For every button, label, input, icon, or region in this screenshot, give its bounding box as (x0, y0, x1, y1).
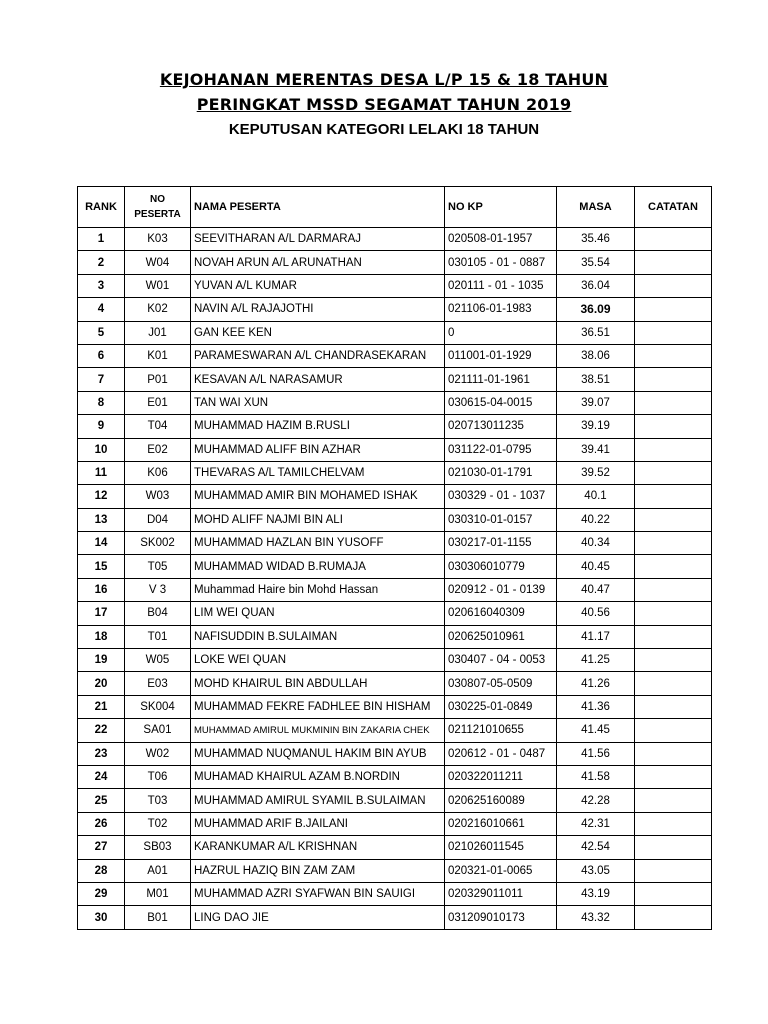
no-peserta-cell: T01 (125, 625, 191, 648)
masa-cell: 40.47 (557, 578, 635, 601)
catatan-cell (635, 321, 712, 344)
table-body (78, 228, 712, 930)
masa-cell: 35.54 (557, 251, 635, 274)
table-row (78, 461, 712, 484)
rank-cell: 10 (78, 438, 125, 461)
rank-cell: 13 (78, 508, 125, 531)
no-peserta-cell: W05 (125, 649, 191, 672)
no-kp-cell: 030105 - 01 - 0887 (445, 251, 557, 274)
table-row (78, 719, 712, 742)
catatan-cell (635, 625, 712, 648)
catatan-cell (635, 391, 712, 414)
nama-peserta-cell: KESAVAN A/L NARASAMUR (191, 368, 445, 391)
catatan-cell (635, 602, 712, 625)
nama-peserta-cell: LOKE WEI QUAN (191, 649, 445, 672)
masa-cell: 40.1 (557, 485, 635, 508)
no-kp-cell: 020111 - 01 - 1035 (445, 274, 557, 297)
no-kp-cell: 031209010173 (445, 906, 557, 929)
catatan-cell (635, 672, 712, 695)
no-kp-cell: 030329 - 01 - 1037 (445, 485, 557, 508)
table-row (78, 836, 712, 859)
rank-cell: 21 (78, 695, 125, 718)
rank-cell: 16 (78, 578, 125, 601)
masa-cell: 39.07 (557, 391, 635, 414)
catatan-cell (635, 368, 712, 391)
catatan-cell (635, 859, 712, 882)
nama-peserta-cell: MUHAMMAD ARIF B.JAILANI (191, 812, 445, 835)
catatan-cell (635, 508, 712, 531)
masa-cell: 39.52 (557, 461, 635, 484)
catatan-cell (635, 485, 712, 508)
no-peserta-cell: T04 (125, 415, 191, 438)
nama-peserta-cell: NAVIN A/L RAJAJOTHI (191, 298, 445, 321)
catatan-cell (635, 695, 712, 718)
masa-cell: 40.56 (557, 602, 635, 625)
no-peserta-cell: K06 (125, 461, 191, 484)
table-row (78, 578, 712, 601)
table-row (78, 228, 712, 251)
rank-cell: 18 (78, 625, 125, 648)
catatan-cell (635, 882, 712, 905)
table-row (78, 298, 712, 321)
masa-cell: 36.09 (557, 298, 635, 321)
no-peserta-cell: V 3 (125, 578, 191, 601)
header-no-kp: NO KP (445, 187, 557, 228)
nama-peserta-cell: MOHD ALIFF NAJMI BIN ALI (191, 508, 445, 531)
no-peserta-cell: P01 (125, 368, 191, 391)
no-peserta-cell: J01 (125, 321, 191, 344)
rank-cell: 1 (78, 228, 125, 251)
table-row (78, 532, 712, 555)
table-row (78, 672, 712, 695)
masa-cell: 41.58 (557, 765, 635, 788)
rank-cell: 3 (78, 274, 125, 297)
catatan-cell (635, 251, 712, 274)
catatan-cell (635, 438, 712, 461)
nama-peserta-cell: PARAMESWARAN A/L CHANDRASEKARAN (191, 344, 445, 367)
no-peserta-cell: M01 (125, 882, 191, 905)
table-row (78, 695, 712, 718)
document-title: KEJOHANAN MERENTAS DESA L/P 15 & 18 TAHUN (159, 70, 609, 89)
no-kp-cell: 020508-01-1957 (445, 228, 557, 251)
rank-cell: 15 (78, 555, 125, 578)
no-peserta-cell: E01 (125, 391, 191, 414)
no-kp-cell: 030225-01-0849 (445, 695, 557, 718)
nama-peserta-cell: MUHAMMAD NUQMANUL HAKIM BIN AYUB (191, 742, 445, 765)
rank-cell: 20 (78, 672, 125, 695)
masa-cell: 41.25 (557, 649, 635, 672)
catatan-cell (635, 812, 712, 835)
no-kp-cell: 020329011011 (445, 882, 557, 905)
masa-cell: 39.19 (557, 415, 635, 438)
table-row (78, 812, 712, 835)
results-table (77, 186, 712, 930)
table-row (78, 344, 712, 367)
no-kp-cell: 021106-01-1983 (445, 298, 557, 321)
no-peserta-cell: T06 (125, 765, 191, 788)
rank-cell: 29 (78, 882, 125, 905)
masa-cell: 36.51 (557, 321, 635, 344)
nama-peserta-cell: MUHAMMAD FEKRE FADHLEE BIN HISHAM (191, 695, 445, 718)
no-peserta-cell: K02 (125, 298, 191, 321)
rank-cell: 4 (78, 298, 125, 321)
header-no-line1: NO (150, 194, 165, 205)
no-kp-cell: 020322011211 (445, 765, 557, 788)
rank-cell: 28 (78, 859, 125, 882)
no-peserta-cell: W01 (125, 274, 191, 297)
catatan-cell (635, 649, 712, 672)
nama-peserta-cell: KARANKUMAR A/L KRISHNAN (191, 836, 445, 859)
table-row (78, 625, 712, 648)
masa-cell: 43.05 (557, 859, 635, 882)
catatan-cell (635, 719, 712, 742)
table-row (78, 555, 712, 578)
nama-peserta-cell: LIM WEI QUAN (191, 602, 445, 625)
rank-cell: 25 (78, 789, 125, 812)
catatan-cell (635, 274, 712, 297)
category-heading: KEPUTUSAN KATEGORI LELAKI 18 TAHUN (228, 121, 540, 138)
no-kp-cell: 030807-05-0509 (445, 672, 557, 695)
masa-cell: 40.34 (557, 532, 635, 555)
no-kp-cell: 030407 - 04 - 0053 (445, 649, 557, 672)
catatan-cell (635, 836, 712, 859)
no-peserta-cell: D04 (125, 508, 191, 531)
masa-cell: 42.31 (557, 812, 635, 835)
no-kp-cell: 021111-01-1961 (445, 368, 557, 391)
catatan-cell (635, 228, 712, 251)
rank-cell: 17 (78, 602, 125, 625)
rank-cell: 14 (78, 532, 125, 555)
catatan-cell (635, 555, 712, 578)
nama-peserta-cell: NAFISUDDIN B.SULAIMAN (191, 625, 445, 648)
nama-peserta-cell: MUHAMAD KHAIRUL AZAM B.NORDIN (191, 765, 445, 788)
no-kp-cell: 020216010661 (445, 812, 557, 835)
rank-cell: 27 (78, 836, 125, 859)
header-no-peserta (125, 187, 191, 228)
masa-cell: 41.36 (557, 695, 635, 718)
nama-peserta-cell: GAN KEE KEN (191, 321, 445, 344)
no-kp-cell: 020612 - 01 - 0487 (445, 742, 557, 765)
no-peserta-cell: E03 (125, 672, 191, 695)
masa-cell: 39.41 (557, 438, 635, 461)
header-no-line2: PESERTA (134, 209, 181, 220)
header-rank: RANK (78, 187, 125, 228)
rank-cell: 30 (78, 906, 125, 929)
masa-cell: 43.19 (557, 882, 635, 905)
nama-peserta-cell: NOVAH ARUN A/L ARUNATHAN (191, 251, 445, 274)
nama-peserta-cell: SEEVITHARAN A/L DARMARAJ (191, 228, 445, 251)
rank-cell: 22 (78, 719, 125, 742)
no-kp-cell: 030217-01-1155 (445, 532, 557, 555)
table-row (78, 602, 712, 625)
table-row (78, 415, 712, 438)
masa-cell: 41.17 (557, 625, 635, 648)
table-row (78, 859, 712, 882)
no-peserta-cell: W02 (125, 742, 191, 765)
header-catatan: CATATAN (635, 187, 712, 228)
masa-cell: 36.04 (557, 274, 635, 297)
nama-peserta-cell: MUHAMMAD WIDAD B.RUMAJA (191, 555, 445, 578)
table-row (78, 789, 712, 812)
no-peserta-cell: T02 (125, 812, 191, 835)
no-kp-cell: 011001-01-1929 (445, 344, 557, 367)
no-peserta-cell: SA01 (125, 719, 191, 742)
no-peserta-cell: SK002 (125, 532, 191, 555)
no-kp-cell: 0 (445, 321, 557, 344)
no-kp-cell: 021121010655 (445, 719, 557, 742)
table-row (78, 508, 712, 531)
table-row (78, 438, 712, 461)
catatan-cell (635, 532, 712, 555)
table-row (78, 251, 712, 274)
table-row (78, 906, 712, 929)
no-peserta-cell: SB03 (125, 836, 191, 859)
no-kp-cell: 020625010961 (445, 625, 557, 648)
table-row (78, 742, 712, 765)
catatan-cell (635, 344, 712, 367)
masa-cell: 42.28 (557, 789, 635, 812)
catatan-cell (635, 906, 712, 929)
table-header-row (78, 187, 712, 228)
catatan-cell (635, 415, 712, 438)
rank-cell: 24 (78, 765, 125, 788)
no-peserta-cell: T03 (125, 789, 191, 812)
no-peserta-cell: SK004 (125, 695, 191, 718)
document-subtitle: PERINGKAT MSSD SEGAMAT TAHUN 2019 (196, 95, 572, 114)
rank-cell: 5 (78, 321, 125, 344)
nama-peserta-cell: Muhammad Haire bin Mohd Hassan (191, 578, 445, 601)
table-row (78, 765, 712, 788)
no-kp-cell: 021026011545 (445, 836, 557, 859)
masa-cell: 38.51 (557, 368, 635, 391)
no-peserta-cell: W04 (125, 251, 191, 274)
masa-cell: 35.46 (557, 228, 635, 251)
no-kp-cell: 030306010779 (445, 555, 557, 578)
table-row (78, 274, 712, 297)
table-row (78, 368, 712, 391)
no-kp-cell: 030310-01-0157 (445, 508, 557, 531)
no-kp-cell: 021030-01-1791 (445, 461, 557, 484)
header-masa: MASA (557, 187, 635, 228)
table-row (78, 321, 712, 344)
nama-peserta-cell: LING DAO JIE (191, 906, 445, 929)
header-nama-peserta: NAMA PESERTA (191, 187, 445, 228)
no-kp-cell: 020321-01-0065 (445, 859, 557, 882)
rank-cell: 2 (78, 251, 125, 274)
table-row (78, 485, 712, 508)
no-kp-cell: 031122-01-0795 (445, 438, 557, 461)
masa-cell: 41.45 (557, 719, 635, 742)
nama-peserta-cell: THEVARAS A/L TAMILCHELVAM (191, 461, 445, 484)
no-peserta-cell: B01 (125, 906, 191, 929)
rank-cell: 26 (78, 812, 125, 835)
table-row (78, 391, 712, 414)
nama-peserta-cell: MUHAMMAD AZRI SYAFWAN BIN SAUIGI (191, 882, 445, 905)
no-kp-cell: 030615-04-0015 (445, 391, 557, 414)
no-peserta-cell: B04 (125, 602, 191, 625)
nama-peserta-cell: MUHAMMAD AMIRUL SYAMIL B.SULAIMAN (191, 789, 445, 812)
catatan-cell (635, 578, 712, 601)
masa-cell: 40.45 (557, 555, 635, 578)
no-peserta-cell: A01 (125, 859, 191, 882)
catatan-cell (635, 461, 712, 484)
masa-cell: 38.06 (557, 344, 635, 367)
nama-peserta-cell: MUHAMMAD AMIRUL MUKMININ BIN ZAKARIA CHEK (191, 719, 445, 742)
nama-peserta-cell: YUVAN A/L KUMAR (191, 274, 445, 297)
no-peserta-cell: T05 (125, 555, 191, 578)
rank-cell: 6 (78, 344, 125, 367)
no-peserta-cell: K03 (125, 228, 191, 251)
nama-peserta-cell: HAZRUL HAZIQ BIN ZAM ZAM (191, 859, 445, 882)
nama-peserta-cell: MOHD KHAIRUL BIN ABDULLAH (191, 672, 445, 695)
masa-cell: 40.22 (557, 508, 635, 531)
rank-cell: 12 (78, 485, 125, 508)
no-kp-cell: 020625160089 (445, 789, 557, 812)
no-peserta-cell: K01 (125, 344, 191, 367)
no-kp-cell: 020912 - 01 - 0139 (445, 578, 557, 601)
catatan-cell (635, 742, 712, 765)
table-row (78, 882, 712, 905)
no-kp-cell: 020713011235 (445, 415, 557, 438)
catatan-cell (635, 789, 712, 812)
rank-cell: 7 (78, 368, 125, 391)
rank-cell: 19 (78, 649, 125, 672)
no-kp-cell: 020616040309 (445, 602, 557, 625)
no-peserta-cell: W03 (125, 485, 191, 508)
nama-peserta-cell: MUHAMMAD HAZIM B.RUSLI (191, 415, 445, 438)
masa-cell: 43.32 (557, 906, 635, 929)
nama-peserta-cell: MUHAMMAD AMIR BIN MOHAMED ISHAK (191, 485, 445, 508)
catatan-cell (635, 765, 712, 788)
masa-cell: 41.56 (557, 742, 635, 765)
nama-peserta-cell: MUHAMMAD HAZLAN BIN YUSOFF (191, 532, 445, 555)
nama-peserta-cell: TAN WAI XUN (191, 391, 445, 414)
masa-cell: 41.26 (557, 672, 635, 695)
rank-cell: 23 (78, 742, 125, 765)
masa-cell: 42.54 (557, 836, 635, 859)
catatan-cell (635, 298, 712, 321)
no-peserta-cell: E02 (125, 438, 191, 461)
rank-cell: 9 (78, 415, 125, 438)
table-row (78, 649, 712, 672)
nama-peserta-cell: MUHAMMAD ALIFF BIN AZHAR (191, 438, 445, 461)
rank-cell: 8 (78, 391, 125, 414)
rank-cell: 11 (78, 461, 125, 484)
